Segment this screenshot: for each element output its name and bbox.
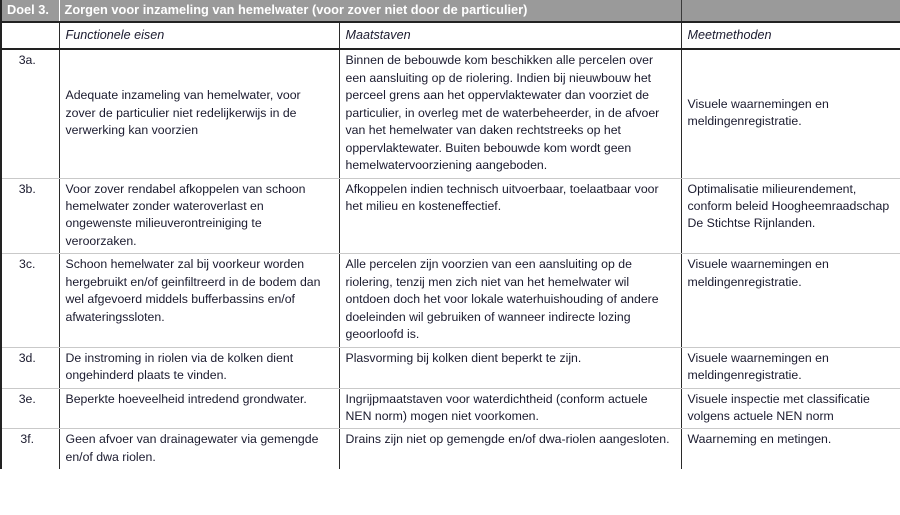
- row-measurement-method: Optimalisatie milieurendement, conform beleid Hoogheemraadschap De Stichtse Rijnlanden.: [681, 178, 900, 254]
- goal-header-blank: [681, 0, 900, 22]
- row-functional-requirement: Voor zover rendabel afkoppelen van schoon hemelwater zonder wateroverlast en ongewenste milieuverontreiniging te veroorzaken.: [59, 178, 339, 254]
- row-standard: Plasvorming bij kolken dient beperkt te zijn.: [339, 347, 681, 388]
- table-row: [1, 429, 900, 469]
- row-measurement-method: Visuele waarnemingen en meldingenregistratie.: [681, 254, 900, 347]
- row-standard: Alle percelen zijn voorzien van een aansluiting op de riolering, tenzij men zich niet van het hemelwater wil ontdoen doch het voor lokale waterhuishouding of andere doeleinden wil gebruiken of wanneer indirecte lozing geoorloofd is.: [339, 254, 681, 347]
- row-functional-requirement: Beperkte hoeveelheid intredend grondwater.: [59, 388, 339, 429]
- row-functional-requirement: Geen afvoer van drainagewater via gemengde en/of dwa riolen.: [59, 429, 339, 469]
- goal-reference: Doel 3.: [1, 0, 59, 22]
- column-header-reference: [1, 22, 59, 49]
- row-functional-requirement: De instroming in riolen via de kolken dient ongehinderd plaats te vinden.: [59, 347, 339, 388]
- table-row: [1, 254, 900, 347]
- row-functional-requirement: Adequate inzameling van hemelwater, voor zover de particulier niet redelijkerwijs in de verwerking kan voorzien: [59, 49, 339, 178]
- row-measurement-method: Visuele waarnemingen en meldingenregistratie.: [681, 49, 900, 178]
- column-header-standards: Maatstaven: [339, 22, 681, 49]
- row-standard: Afkoppelen indien technisch uitvoerbaar, toelaatbaar voor het milieu en kosteneffectief.: [339, 178, 681, 254]
- row-standard: Drains zijn niet op gemengde en/of dwa-riolen aangesloten.: [339, 429, 681, 469]
- table-row: [1, 388, 900, 429]
- row-standard: Binnen de bebouwde kom beschikken alle percelen over een aansluiting op de riolering. Indien bij nieuwbouw het perceel grens aan het oppervlaktewater dan voorziet de particulier, in overleg met de waterbeheerder, in de afvoer van het hemelwater van daken rechtstreeks op het oppervlaktewater. Buiten bebouwde kom wordt geen hemelwatervoorziening aangeboden.: [339, 49, 681, 178]
- table-row: [1, 347, 900, 388]
- row-measurement-method: Visuele inspectie met classificatie volgens actuele NEN norm: [681, 388, 900, 429]
- row-reference: 3a.: [1, 49, 59, 178]
- goal-title: Zorgen voor inzameling van hemelwater (voor zover niet door de particulier): [59, 0, 681, 22]
- row-reference: 3b.: [1, 178, 59, 254]
- row-measurement-method: Visuele waarnemingen en meldingenregistratie.: [681, 347, 900, 388]
- row-measurement-method: Waarneming en metingen.: [687, 432, 832, 447]
- column-header-functional-requirements: Functionele eisen: [59, 22, 339, 49]
- table-goal-header-row: [1, 0, 900, 22]
- table-column-header-row: [1, 22, 900, 49]
- table-row: [1, 178, 900, 254]
- row-reference: 3e.: [1, 388, 59, 429]
- row-standard: Ingrijpmaatstaven voor waterdichtheid (conform actuele NEN norm) mogen niet voorkomen.: [339, 388, 681, 429]
- column-header-measurement-methods: Meetmethoden: [681, 22, 900, 49]
- row-reference: 3c.: [1, 254, 59, 347]
- row-reference: 3d.: [1, 347, 59, 388]
- row-reference: 3f.: [1, 429, 59, 469]
- row-functional-requirement: Schoon hemelwater zal bij voorkeur worden hergebruikt en/of geinfiltreerd in de bodem dan wel afgevoerd middels bufferbassins en/of afwateringssloten.: [59, 254, 339, 347]
- table-row: [1, 49, 900, 178]
